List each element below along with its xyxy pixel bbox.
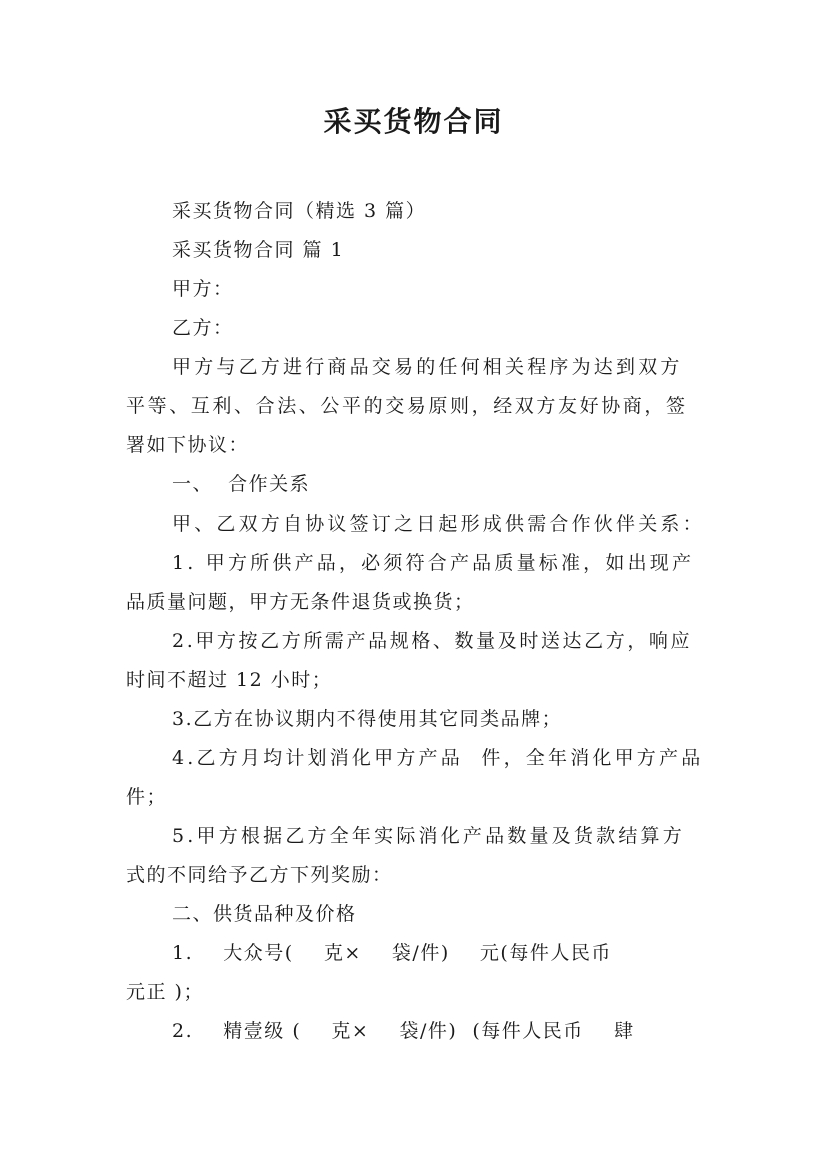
section-heading-line: 采买货物合同 篇 1 xyxy=(172,239,345,261)
body-line: 4.乙方月均计划消化甲方产品 件，全年消化甲方产品 xyxy=(172,747,704,769)
body-line: 5.甲方根据乙方全年实际消化产品数量及货款结算方 xyxy=(172,825,685,847)
clause-heading-line: 二、供货品种及价格 xyxy=(172,903,357,925)
body-line: 1. 大众号( 克× 袋/件) 元(每件人民币 xyxy=(172,942,612,964)
party-b-line: 乙方： xyxy=(172,317,234,339)
body-line: 时间不超过 12 小时； xyxy=(126,669,333,691)
body-line: 2. 精壹级 ( 克× 袋/件) (每件人民币 肆 xyxy=(172,1020,635,1042)
body-line: 品质量问题，甲方无条件退货或换货； xyxy=(126,591,475,613)
body-line: 3.乙方在协议期内不得使用其它同类品牌； xyxy=(172,708,563,730)
body-line: 2.甲方按乙方所需产品规格、数量及时送达乙方，响应 xyxy=(172,630,693,652)
body-line: 1. 甲方所供产品，必须符合产品质量标准，如出现产 xyxy=(172,552,695,574)
body-line: 平等、互利、合法、公平的交易原则，经双方友好协商，签 xyxy=(126,395,688,417)
party-a-line: 甲方： xyxy=(172,278,234,300)
body-line: 署如下协议： xyxy=(126,434,250,456)
body-line: 甲、乙双方自协议签订之日起形成供需合作伙伴关系： xyxy=(172,513,705,535)
body-line: 元正 )； xyxy=(126,981,204,1003)
document-title: 采买货物合同 xyxy=(323,105,504,138)
subtitle-line: 采买货物合同（精选 3 篇） xyxy=(172,200,427,222)
body-line: 甲方与乙方进行商品交易的任何相关程序为达到双方 xyxy=(172,356,683,378)
body-line: 式的不同给予乙方下列奖励： xyxy=(126,864,393,886)
clause-heading-line: 一、 合作关系 xyxy=(172,473,311,495)
body-line: 件； xyxy=(126,786,168,808)
